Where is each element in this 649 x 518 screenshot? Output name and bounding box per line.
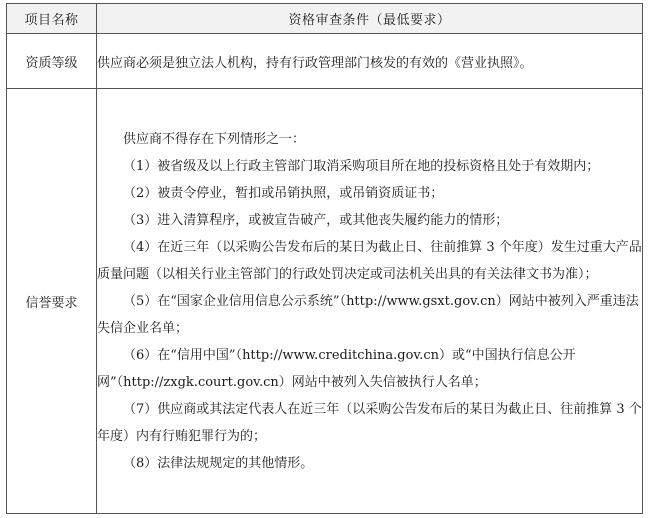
header-item-name: 项目名称 <box>7 4 97 34</box>
table-header-row <box>7 4 643 34</box>
table-row <box>7 34 643 89</box>
credit-item-8: （8）法律法规规定的其他情形。 <box>123 455 314 471</box>
header-requirement: 资格审查条件（最低要求） <box>97 4 643 34</box>
qualification-table <box>6 3 643 514</box>
credit-item-7: （7）供应商或其法定代表人在近三年（以采购公告发布后的某日为截止日、往前推算 3 个年度）内有行贿犯罪行为的； <box>97 401 642 444</box>
table-row <box>7 89 643 514</box>
row-label-qualification: 资质等级 <box>7 34 97 89</box>
qualification-requirement-text: 供应商必须是独立法人机构，持有行政管理部门核发的有效的《营业执照》。 <box>97 34 643 89</box>
credit-item-1: （1）被省级及以上行政主管部门取消采购项目所在地的投标资格且处于有效期内； <box>123 158 600 174</box>
credit-item-5: （5）在“国家企业信用信息公示系统”（http://www.gsxt.gov.cn）网站中被列入严重违法失信企业名单； <box>97 293 639 336</box>
credit-requirement-cell <box>97 89 643 514</box>
credit-item-4: （4）在近三年（以采购公告发布后的某日为截止日、往前推算 3 个年度）发生过重大产品质量问题（以相关行业主管部门的行政处罚决定或司法机关出具的有关法律文书为准）； <box>97 239 642 282</box>
row-label-credit: 信誉要求 <box>7 89 97 514</box>
credit-item-2: （2）被责令停业，暂扣或吊销执照，或吊销资质证书； <box>123 185 444 201</box>
credit-intro: 供应商不得存在下列情形之一： <box>123 131 306 147</box>
credit-item-3: （3）进入清算程序，或被宣告破产，或其他丧失履约能力的情形； <box>123 212 509 228</box>
credit-item-6: （6）在“信用中国”（http://www.creditchina.gov.cn）或“中国执行信息公开网”（http://zxgk.court.gov.cn）网站中被列入失信被执行人名单； <box>97 347 576 390</box>
